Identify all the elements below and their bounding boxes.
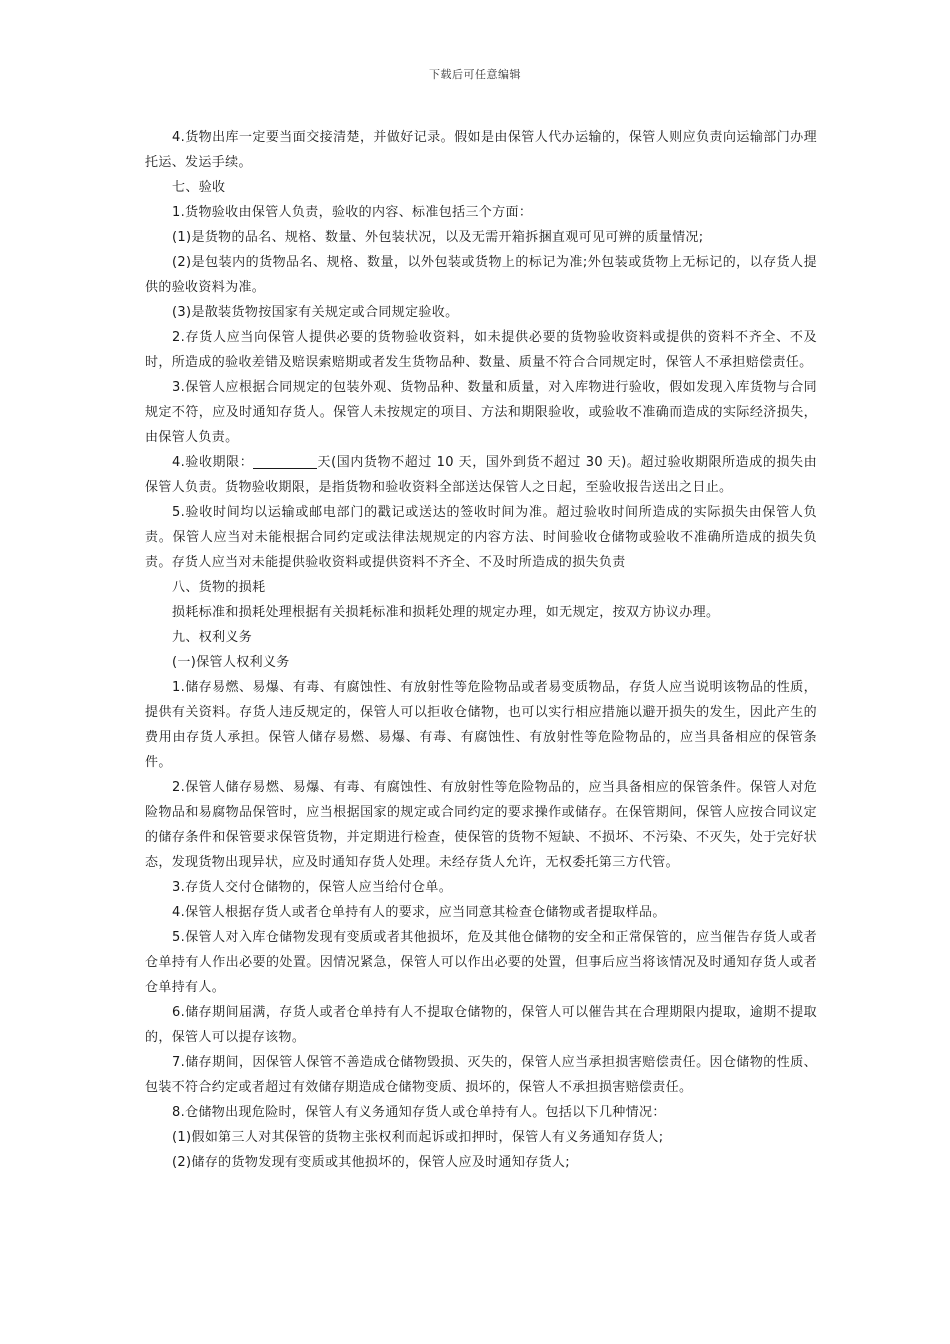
paragraph-custodian-8-item-1: (1)假如第三人对其保管的货物主张权利而起诉或扣押时，保管人有义务通知存货人; bbox=[172, 1130, 664, 1145]
paragraph-custodian-2: 2.保管人储存易燃、易爆、有毒、有腐蚀性、有放射性等危险物品的，应当具备相应的保管条件。保管人对危险物品和易腐物品保管时，应当根据国家的规定或合同约定的要求操作或储存。在保管期间，保管人应按合同议定的储存条件和保管要求保管货物，并定期进行检查，使保管的货物不短缺、不损坏、不污染、不灭失，处于完好状态，发现货物出现异状，应及时通知存货人处理。未经存货人允许，无权委托第三方代管。 bbox=[145, 780, 817, 870]
section-heading-rights: 九、权利义务 bbox=[172, 630, 253, 645]
inspection-period-blank bbox=[253, 453, 317, 469]
paragraph-custodian-6: 6.储存期间届满，存货人或者仓单持有人不提取仓储物的，保管人可以催告其在合理期限内提取，逾期不提取的，保管人可以提存该物。 bbox=[145, 1005, 817, 1045]
inspection-period-text: 天(国内货物不超过 10 天，国外到货不超过 30 天)。超过验收期限所造成的损失由保管人负责。货物验收期限，是指货物和验收资料全部送达保管人之日起，至验收报告送出之日止。 bbox=[145, 455, 817, 495]
paragraph-custodian-8: 8.仓储物出现危险时，保管人有义务通知存货人或仓单持有人。包括以下几种情况： bbox=[172, 1105, 666, 1120]
page-header: 下载后可任意编辑 bbox=[429, 68, 521, 81]
paragraph-loss: 损耗标准和损耗处理根据有关损耗标准和损耗处理的规定办理，如无规定，按双方协议办理。 bbox=[172, 605, 720, 620]
paragraph-custodian-1: 1.储存易燃、易爆、有毒、有腐蚀性、有放射性等危险物品或者易变质物品，存货人应当说明该物品的性质，提供有关资料。存货人违反规定的，保管人可以拒收仓储物，也可以实行相应措施以避开损失的发生，因此产生的费用由存货人承担。保管人储存易燃、易爆、有毒、有腐蚀性、有放射性等危险物品的，应当具备相应的保管条件。 bbox=[145, 680, 817, 770]
paragraph-inspection-4 bbox=[145, 450, 817, 500]
paragraph-custodian-3: 3.存货人交付仓储物的，保管人应当给付仓单。 bbox=[172, 880, 453, 895]
paragraph-custodian-8-item-2: (2)储存的货物发现有变质或其他损坏的，保管人应及时通知存货人; bbox=[172, 1155, 570, 1170]
paragraph-inspection-5: 5.验收时间均以运输或邮电部门的戳记或送达的签收时间为准。超过验收时间所造成的实际损失由保管人负责。保管人应当对未能根据合同约定或法律法规规定的内容方法、时间验收仓储物或验收不准确所造成的损失负责。存货人应当对未能提供验收资料或提供资料不齐全、不及时所造成的损失负责 bbox=[145, 505, 817, 570]
paragraph-inspection-1-item-3: (3)是散装货物按国家有关规定或合同规定验收。 bbox=[172, 305, 459, 320]
paragraph-inspection-1-item-1: (1)是货物的品名、规格、数量、外包装状况，以及无需开箱拆捆直观可见可辨的质量情况; bbox=[172, 230, 704, 245]
paragraph-custodian-5: 5.保管人对入库仓储物发现有变质或者其他损坏，危及其他仓储物的安全和正常保管的，应当催告存货人或者仓单持有人作出必要的处置。因情况紧急，保管人可以作出必要的处置，但事后应当将该情况及时通知存货人或者仓单持有人。 bbox=[145, 930, 817, 995]
paragraph-custodian-4: 4.保管人根据存货人或者仓单持有人的要求，应当同意其检查仓储物或者提取样品。 bbox=[172, 905, 666, 920]
inspection-period-label: 4.验收期限： bbox=[172, 455, 254, 470]
paragraph-inspection-2: 2.存货人应当向保管人提供必要的货物验收资料，如未提供必要的货物验收资料或提供的资料不齐全、不及时，所造成的验收差错及赔误索赔期或者发生货物品种、数量、质量不符合合同规定时，保管人不承担赔偿责任。 bbox=[145, 330, 817, 370]
paragraph-custodian-7: 7.储存期间，因保管人保管不善造成仓储物毁损、灭失的，保管人应当承担损害赔偿责任。因仓储物的性质、包装不符合约定或者超过有效储存期造成仓储物变质、损坏的，保管人不承担损害赔偿责任。 bbox=[145, 1055, 817, 1095]
document-body bbox=[145, 125, 817, 1175]
subsection-heading-custodian: (一)保管人权利义务 bbox=[172, 655, 290, 670]
section-heading-loss: 八、货物的损耗 bbox=[172, 580, 266, 595]
paragraph-outbound-handover: 4.货物出库一定要当面交接清楚，并做好记录。假如是由保管人代办运输的，保管人则应负责向运输部门办理托运、发运手续。 bbox=[145, 130, 817, 170]
paragraph-inspection-3: 3.保管人应根据合同规定的包装外观、货物品种、数量和质量，对入库物进行验收，假如发现入库货物与合同规定不符，应及时通知存货人。保管人未按规定的项目、方法和期限验收，或验收不准确而造成的实际经济损失，由保管人负责。 bbox=[145, 380, 817, 445]
paragraph-inspection-1: 1.货物验收由保管人负责，验收的内容、标准包括三个方面： bbox=[172, 205, 533, 220]
section-heading-inspection: 七、验收 bbox=[172, 180, 226, 195]
paragraph-inspection-1-item-2: (2)是包装内的货物品名、规格、数量，以外包装或货物上的标记为准;外包装或货物上无标记的，以存货人提供的验收资料为准。 bbox=[145, 255, 817, 295]
